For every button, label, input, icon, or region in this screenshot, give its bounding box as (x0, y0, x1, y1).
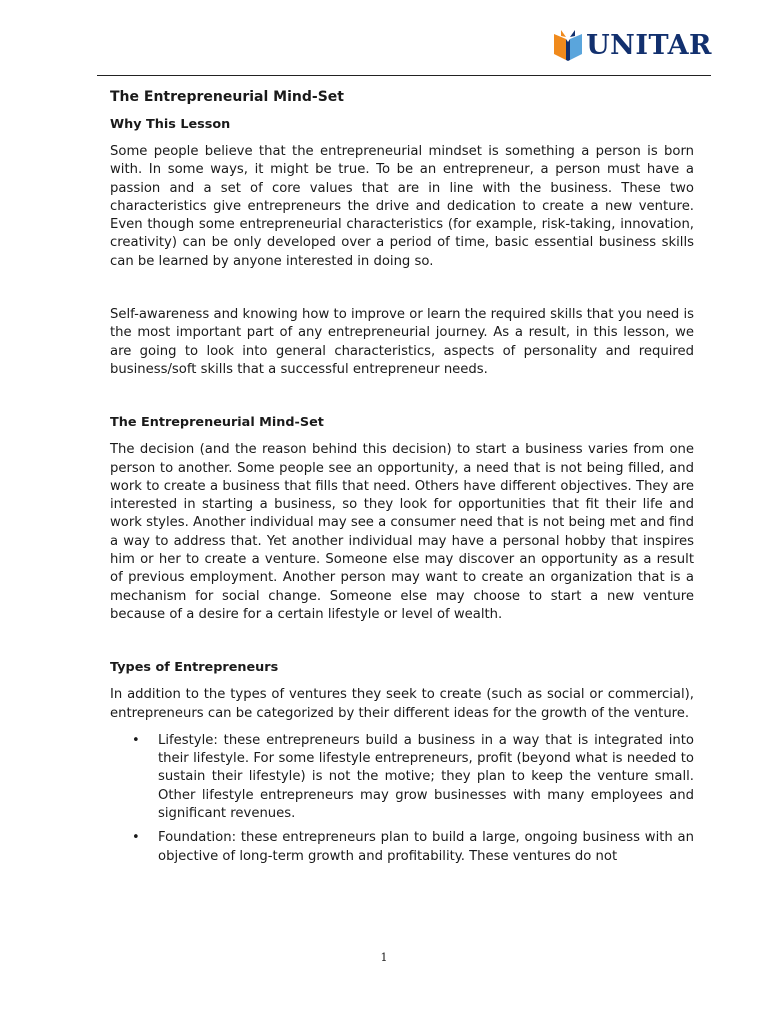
bullet: • (132, 732, 140, 748)
bullet: • (132, 830, 140, 846)
unitar-logo (552, 28, 712, 62)
page-header (0, 0, 768, 76)
spacer (110, 633, 694, 659)
paragraph: Self-awareness and knowing how to improve or learn the required skills that you need is the most important part of any entrepreneurial journey. As a result, in this lesson, we are going to look into general characteristics, aspects of personality and required business/soft skills that a successful entrepreneur needs. (110, 307, 694, 377)
logo-wordmark: UNITAR (586, 29, 712, 61)
spacer (110, 280, 694, 306)
section-heading-mindset: The Entrepreneurial Mind-Set (110, 415, 324, 431)
book-logo-icon (552, 28, 584, 62)
list-item (110, 732, 694, 823)
paragraph: The decision (and the reason behind this decision) to start a business varies from one person to another. Some people see an opportunity, a need that is not being filled, and work to create a business that fills that need. Others have different objectives. They are interested in starting a business, so they look for opportunities that fit their life and work styles. Another individual may see a consumer need that is not being met and find a way to address that. Yet another individual may have a personal hobby that inspires him or her to create a venture. Someone else may discover an opportunity as a result of previous employment. Another person may want to create an organization that is a mechanism for social change. Someone else may choose to start a new venture because of a desire for a certain lifestyle or level of wealth. (110, 442, 694, 622)
list-item-text: Lifestyle: these entrepreneurs build a business in a way that is integrated into their lifestyle. For some lifestyle entrepreneurs, profit (beyond what is needed to sustain their lifestyle) is not the motive; they plan to keep the venture small. Other lifestyle entrepreneurs may grow businesses with many employees and significant revenues. (158, 732, 694, 822)
list-item-text: Foundation: these entrepreneurs plan to build a large, ongoing business with an objective of long-term growth and profitability. These ventures do not (158, 830, 694, 864)
paragraph: Some people believe that the entrepreneurial mindset is something a person is born with. In some ways, it might be true. To be an entrepreneur, a person must have a passion and a set of core values that are in line with the business. These two characteristics give entrepreneurs the drive and dedication to create a new venture. Even though some entrepreneurial characteristics (for example, risk-taking, innovation, creativity) can be only developed over a period of time, basic essential business skills can be learned by anyone interested in doing so. (110, 144, 694, 269)
spacer (110, 388, 694, 414)
section-heading-types: Types of Entrepreneurs (110, 660, 279, 676)
header-divider (97, 75, 711, 76)
paragraph: In addition to the types of ventures they seek to create (such as social or commercial), entrepreneurs can be categorized by their different ideas for the growth of the venture. (110, 687, 694, 721)
page-number: 1 (380, 951, 388, 964)
document-title: The Entrepreneurial Mind-Set (110, 89, 344, 105)
section-heading-why: Why This Lesson (110, 117, 231, 132)
document-body (110, 88, 694, 872)
list-item (110, 829, 694, 866)
entrepreneur-types-list (110, 732, 694, 866)
